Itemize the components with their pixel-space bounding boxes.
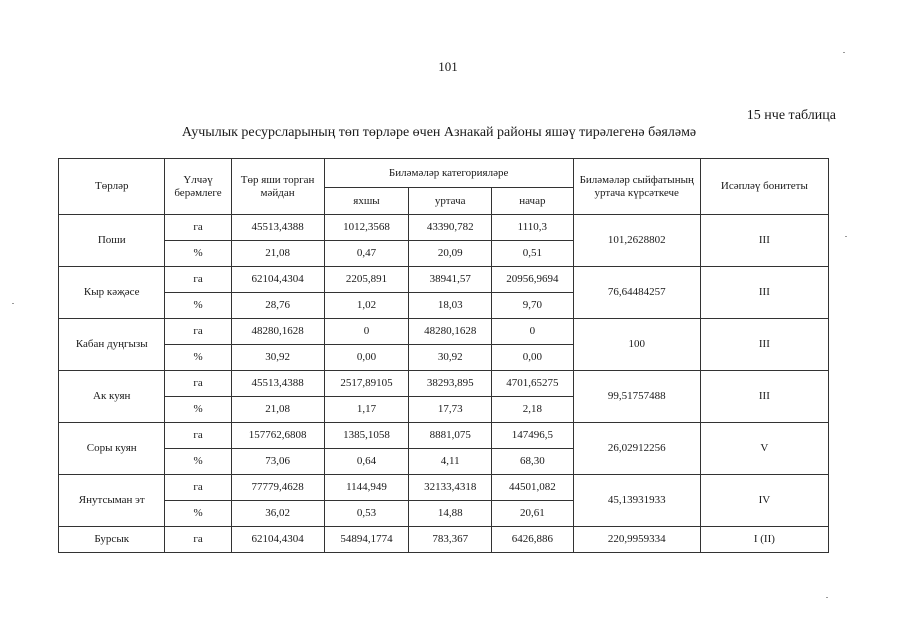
poor-cell: 0,00 — [492, 345, 574, 371]
poor-cell: 1110,3 — [492, 215, 574, 241]
header-types: Төрләр — [59, 159, 165, 215]
medium-cell: 4,11 — [409, 449, 492, 475]
header-avg-quality: Биләмәләр сыйфатының уртача күрсәткече — [573, 159, 700, 215]
poor-cell: 20956,9694 — [492, 267, 574, 293]
header-medium: уртача — [409, 188, 492, 215]
area-cell: 77779,4628 — [231, 475, 324, 501]
bonitet-cell: III — [700, 319, 828, 371]
bonitet-cell: V — [700, 423, 828, 475]
unit-cell: га — [165, 267, 231, 293]
poor-cell: 2,18 — [492, 397, 574, 423]
good-cell: 0,00 — [324, 345, 409, 371]
scan-mark — [826, 597, 828, 598]
unit-cell: га — [165, 371, 231, 397]
area-cell: 30,92 — [231, 345, 324, 371]
species-cell: Ак куян — [59, 371, 165, 423]
species-cell: Янутсыман эт — [59, 475, 165, 527]
poor-cell: 6426,886 — [492, 527, 574, 553]
header-categories: Биләмәләр категорияләре — [324, 159, 573, 188]
poor-cell: 147496,5 — [492, 423, 574, 449]
poor-cell: 0 — [492, 319, 574, 345]
table-row — [59, 215, 829, 241]
table-row — [59, 319, 829, 345]
table-row — [59, 267, 829, 293]
area-cell: 45513,4388 — [231, 215, 324, 241]
table-row — [59, 527, 829, 553]
avg-cell: 100 — [573, 319, 700, 371]
page-number: 101 — [438, 59, 458, 74]
unit-cell: га — [165, 527, 231, 553]
medium-cell: 43390,782 — [409, 215, 492, 241]
species-cell: Соры куян — [59, 423, 165, 475]
avg-cell: 99,51757488 — [573, 371, 700, 423]
poor-cell: 0,51 — [492, 241, 574, 267]
unit-cell: га — [165, 423, 231, 449]
area-cell: 45513,4388 — [231, 371, 324, 397]
medium-cell: 8881,075 — [409, 423, 492, 449]
table-row — [59, 371, 829, 397]
table-title: Аучылык ресурсларының төп төрләре өчен Азнакай районы яшәү тирәлегенә бәяләмә — [181, 125, 697, 140]
area-cell: 62104,4304 — [231, 527, 324, 553]
medium-cell: 32133,4318 — [409, 475, 492, 501]
medium-cell: 48280,1628 — [409, 319, 492, 345]
unit-cell: % — [165, 501, 231, 527]
medium-cell: 20,09 — [409, 241, 492, 267]
habitat-assessment-table — [58, 158, 829, 553]
medium-cell: 17,73 — [409, 397, 492, 423]
species-cell: Кабан дуңгызы — [59, 319, 165, 371]
bonitet-cell: III — [700, 215, 828, 267]
poor-cell: 9,70 — [492, 293, 574, 319]
area-cell: 48280,1628 — [231, 319, 324, 345]
species-cell: Кыр кәҗәсе — [59, 267, 165, 319]
avg-cell: 76,64484257 — [573, 267, 700, 319]
area-cell: 157762,6808 — [231, 423, 324, 449]
medium-cell: 38293,895 — [409, 371, 492, 397]
header-bonitet: Исәпләү бонитеты — [700, 159, 828, 215]
bonitet-cell: IV — [700, 475, 828, 527]
table-label: 15 нче таблица — [746, 108, 836, 123]
unit-cell: % — [165, 345, 231, 371]
unit-cell: % — [165, 449, 231, 475]
area-cell: 73,06 — [231, 449, 324, 475]
area-cell: 36,02 — [231, 501, 324, 527]
scan-mark — [843, 52, 845, 53]
species-cell: Поши — [59, 215, 165, 267]
good-cell: 0,47 — [324, 241, 409, 267]
good-cell: 1385,1058 — [324, 423, 409, 449]
unit-cell: га — [165, 319, 231, 345]
good-cell: 1012,3568 — [324, 215, 409, 241]
area-cell: 21,08 — [231, 241, 324, 267]
avg-cell: 220,9959334 — [573, 527, 700, 553]
area-cell: 28,76 — [231, 293, 324, 319]
poor-cell: 4701,65275 — [492, 371, 574, 397]
unit-cell: % — [165, 241, 231, 267]
medium-cell: 30,92 — [409, 345, 492, 371]
bonitet-cell: III — [700, 267, 828, 319]
area-cell: 21,08 — [231, 397, 324, 423]
table-row — [59, 475, 829, 501]
medium-cell: 38941,57 — [409, 267, 492, 293]
header-poor: начар — [492, 188, 574, 215]
avg-cell: 101,2628802 — [573, 215, 700, 267]
header-total-area: Төр яши торган мәйдан — [231, 159, 324, 215]
header-good: яхшы — [324, 188, 409, 215]
unit-cell: га — [165, 475, 231, 501]
area-cell: 62104,4304 — [231, 267, 324, 293]
medium-cell: 18,03 — [409, 293, 492, 319]
medium-cell: 14,88 — [409, 501, 492, 527]
good-cell: 2517,89105 — [324, 371, 409, 397]
table-row — [59, 423, 829, 449]
bonitet-cell: III — [700, 371, 828, 423]
unit-cell: % — [165, 397, 231, 423]
good-cell: 1144,949 — [324, 475, 409, 501]
header-unit: Үлчәү берәмлеге — [165, 159, 231, 215]
poor-cell: 68,30 — [492, 449, 574, 475]
scan-mark — [12, 303, 14, 304]
unit-cell: % — [165, 293, 231, 319]
avg-cell: 45,13931933 — [573, 475, 700, 527]
good-cell: 2205,891 — [324, 267, 409, 293]
good-cell: 0,64 — [324, 449, 409, 475]
unit-cell: га — [165, 215, 231, 241]
scan-mark — [845, 236, 847, 237]
species-cell: Бурсык — [59, 527, 165, 553]
bonitet-cell: I (II) — [700, 527, 828, 553]
good-cell: 0,53 — [324, 501, 409, 527]
poor-cell: 44501,082 — [492, 475, 574, 501]
medium-cell: 783,367 — [409, 527, 492, 553]
poor-cell: 20,61 — [492, 501, 574, 527]
good-cell: 1,02 — [324, 293, 409, 319]
avg-cell: 26,02912256 — [573, 423, 700, 475]
good-cell: 0 — [324, 319, 409, 345]
good-cell: 54894,1774 — [324, 527, 409, 553]
good-cell: 1,17 — [324, 397, 409, 423]
